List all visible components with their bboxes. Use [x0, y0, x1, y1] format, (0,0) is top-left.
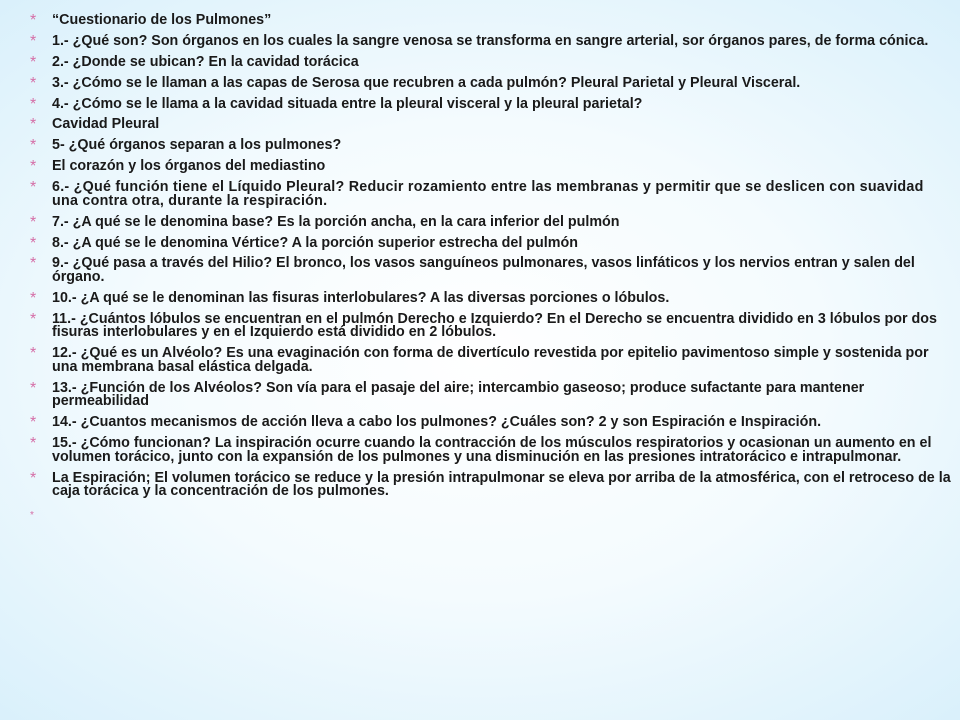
- item-text: 10.- ¿A qué se le denominan las fisuras interlobulares? A las diversas porciones o lóbulos.: [52, 289, 670, 306]
- item-text: 12.- ¿Qué es un Alvéolo? Es una evaginación con forma de divertículo revestida por epitelio pavimentoso simple y sostenida por una membrana basal elástica delgada.: [52, 345, 929, 375]
- item-text: 8.- ¿A qué se le denomina Vértice? A la porción superior estrecha del pulmón: [52, 234, 578, 251]
- item-text: 14.- ¿Cuantos mecanismos de acción lleva a cabo los pulmones? ¿Cuáles son? 2 y son Espiración e Inspiración.: [52, 414, 822, 431]
- list-item-q6: [30, 181, 952, 208]
- list-item-q7: [30, 213, 952, 231]
- item-text: Cavidad Pleural: [52, 116, 160, 133]
- asterisk-bullet-icon: *: [30, 510, 34, 522]
- list-item-a4: [30, 118, 952, 132]
- item-text: 9.- ¿Qué pasa a través del Hilio? El bronco, los vasos sanguíneos pulmonares, vasos linfáticos y los nervios entran y salen del órgano.: [52, 255, 915, 285]
- asterisk-bullet-icon: *: [30, 179, 37, 197]
- list-item-q15: [30, 437, 952, 464]
- asterisk-bullet-icon: *: [30, 234, 37, 252]
- asterisk-bullet-icon: *: [30, 213, 37, 231]
- asterisk-bullet-icon: *: [30, 137, 37, 155]
- asterisk-bullet-icon: *: [30, 414, 37, 432]
- asterisk-bullet-icon: *: [30, 345, 37, 363]
- list-item-q12: [30, 347, 952, 374]
- item-text: El corazón y los órganos del mediastino: [52, 158, 326, 175]
- asterisk-bullet-icon: *: [30, 469, 37, 487]
- asterisk-bullet-icon: *: [30, 12, 37, 29]
- list-item-q13: [30, 379, 952, 410]
- list-item-q5: [30, 139, 952, 153]
- item-text: 11.- ¿Cuántos lóbulos se encuentran en el pulmón Derecho e Izquierdo? En el Derecho se encuentra dividido en 3 lóbulos por dos fisuras interlobulares y en el Izquierdo está dividido en 2 lóbulos.: [52, 310, 937, 341]
- bullet-list: [30, 12, 952, 522]
- item-text: 4.- ¿Cómo se le llama a la cavidad situada entre la pleural visceral y la pleural parietal?: [52, 95, 643, 112]
- item-text: 5- ¿Qué órganos separan a los pulmones?: [52, 137, 342, 154]
- item-text: 2.- ¿Donde se ubican? En la cavidad torácica: [52, 53, 359, 70]
- item-text: La Espiración; El volumen torácico se reduce y la presión intrapulmonar se eleva por arriba de la atmosférica, con el retroceso de la caja torácica y la concentración de los pulmones.: [52, 469, 951, 500]
- list-item-q11: [30, 310, 952, 341]
- item-text: “Cuestionario de los Pulmones”: [52, 12, 272, 28]
- asterisk-bullet-icon: *: [30, 32, 37, 50]
- list-item-a5: [30, 160, 952, 174]
- asterisk-bullet-icon: *: [30, 74, 37, 92]
- asterisk-bullet-icon: *: [30, 379, 37, 397]
- asterisk-bullet-icon: *: [30, 255, 37, 273]
- asterisk-bullet-icon: *: [30, 310, 37, 328]
- item-text: 6.- ¿Qué función tiene el Líquido Pleural? Reducir rozamiento entre las membranas y permitir que se deslicen con suavidad una contra otra, durante la respiración.: [52, 179, 924, 209]
- list-item-a15: [30, 469, 952, 500]
- asterisk-bullet-icon: *: [30, 289, 37, 307]
- asterisk-bullet-icon: *: [30, 158, 37, 176]
- list-item-q10: [30, 289, 952, 307]
- list-item-q4: [30, 95, 952, 113]
- list-item-q2: [30, 53, 952, 71]
- asterisk-bullet-icon: *: [30, 53, 37, 71]
- item-text: 13.- ¿Función de los Alvéolos? Son vía para el pasaje del aire; intercambio gaseoso; produce sufactante para mantener permeabilidad: [52, 379, 865, 410]
- list-item-title: [30, 14, 952, 28]
- item-text: 1.- ¿Qué son? Son órganos en los cuales la sangre venosa se transforma en sangre arterial, sor órganos pares, de forma cónica.: [52, 32, 929, 49]
- list-item-q3: [30, 74, 952, 92]
- item-text: 15.- ¿Cómo funcionan? La inspiración ocurre cuando la contracción de los músculos respiratorios y ocasionan un aumento en el volumen torácico, junto con la expansión de los pulmones y una disminución en las presiones intratorácico e intrapulmonar.: [52, 435, 932, 465]
- asterisk-bullet-icon: *: [30, 435, 37, 453]
- item-text: 3.- ¿Cómo se le llaman a las capas de Serosa que recubren a cada pulmón? Pleural Parietal y Pleural Visceral.: [52, 74, 801, 91]
- list-item-q14: [30, 416, 952, 430]
- list-item-q1: [30, 32, 952, 50]
- list-item-q8: [30, 234, 952, 252]
- asterisk-bullet-icon: *: [30, 116, 37, 134]
- item-text: 7.- ¿A qué se le denomina base? Es la porción ancha, en la cara inferior del pulmón: [52, 213, 620, 230]
- asterisk-bullet-icon: *: [30, 95, 37, 113]
- list-item-q9: [30, 257, 952, 284]
